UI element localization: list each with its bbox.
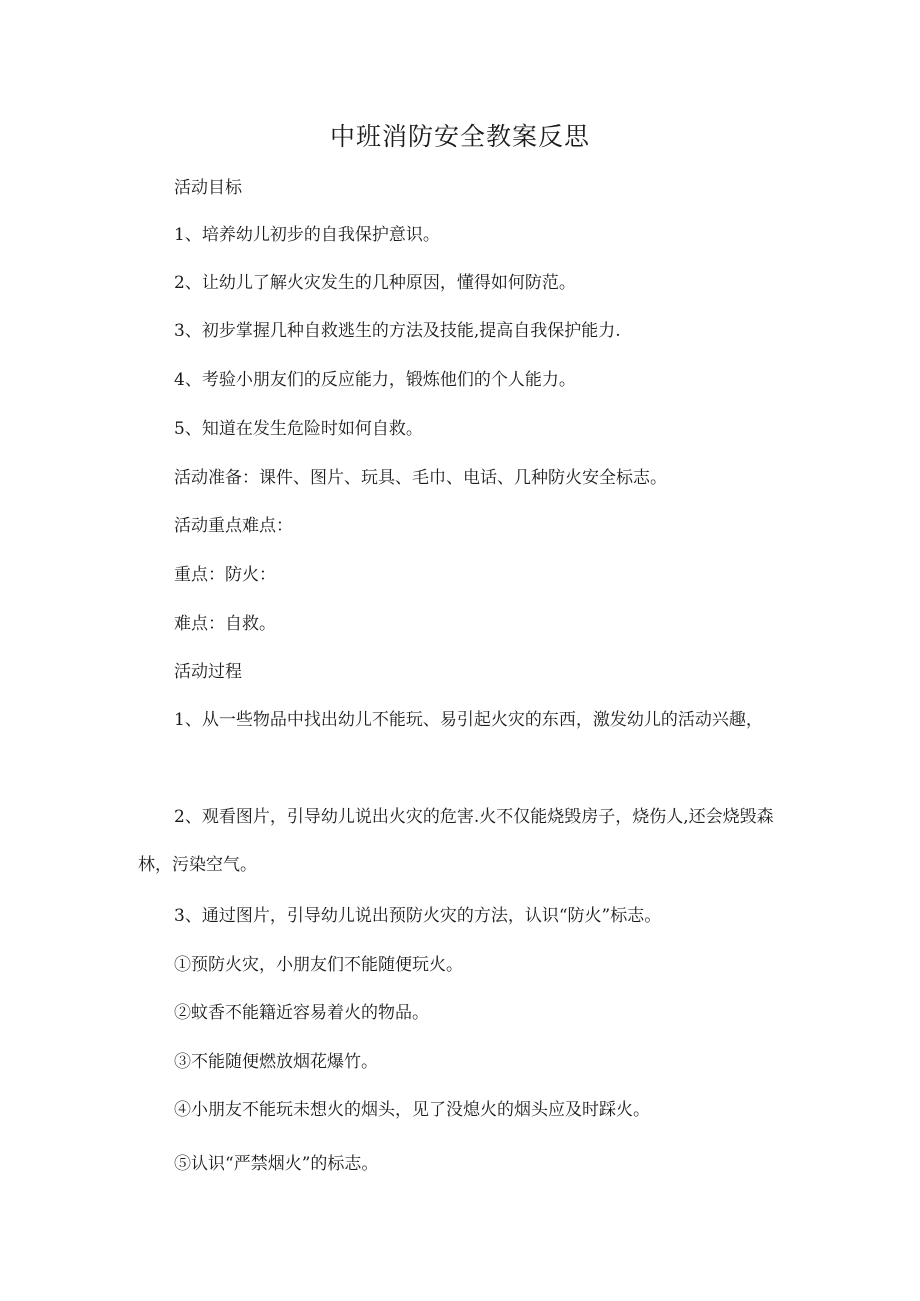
prevention-item-2: ②蚊香不能籍近容易着火的物品。: [174, 1003, 429, 1023]
document-title: 中班消防安全教案反思: [329, 122, 590, 151]
process-step-2: 2、观看图片，引导幼儿说出火灾的危害.火不仅能烧毁房子，烧伤人,还会烧毁森林，污染空气。: [138, 807, 774, 875]
prevention-item-3: ③不能随便燃放烟花爆竹。: [174, 1052, 378, 1072]
section-heading-key-points: 活动重点难点：: [174, 516, 293, 536]
goal-item-2: 2、让幼儿了解火灾发生的几种原因，懂得如何防范。: [174, 273, 576, 293]
prevention-item-4: ④小朋友不能玩未想火的烟头，见了没熄火的烟头应及时踩火。: [174, 1100, 650, 1120]
process-step-1: 1、从一些物品中找出幼儿不能玩、易引起火灾的东西，激发幼儿的活动兴趣，: [174, 710, 763, 730]
preparation-paragraph: 活动准备：课件、图片、玩具、毛巾、电话、几种防火安全标志。: [174, 468, 667, 488]
goal-item-1: 1、培养幼儿初步的自我保护意识。: [174, 225, 440, 245]
prevention-item-1: ①预防火灾，小朋友们不能随便玩火。: [174, 955, 463, 975]
process-step-3: 3、通过图片，引导幼儿说出预防火灾的方法，认识“防火”标志。: [174, 906, 662, 926]
difficulty-paragraph: 难点：自救。: [174, 614, 276, 634]
section-heading-goals: 活动目标: [174, 178, 242, 198]
goal-item-4: 4、考验小朋友们的反应能力，锻炼他们的个人能力。: [174, 370, 576, 390]
goal-item-5: 5、知道在发生危险时如何自救。: [174, 419, 423, 439]
key-point-paragraph: 重点：防火：: [174, 565, 276, 585]
section-heading-process: 活动过程: [174, 662, 242, 682]
prevention-item-5: ⑤认识“严禁烟火”的标志。: [174, 1154, 379, 1174]
goal-item-3: 3、初步掌握几种自救逃生的方法及技能,提高自我保护能力.: [174, 321, 621, 341]
